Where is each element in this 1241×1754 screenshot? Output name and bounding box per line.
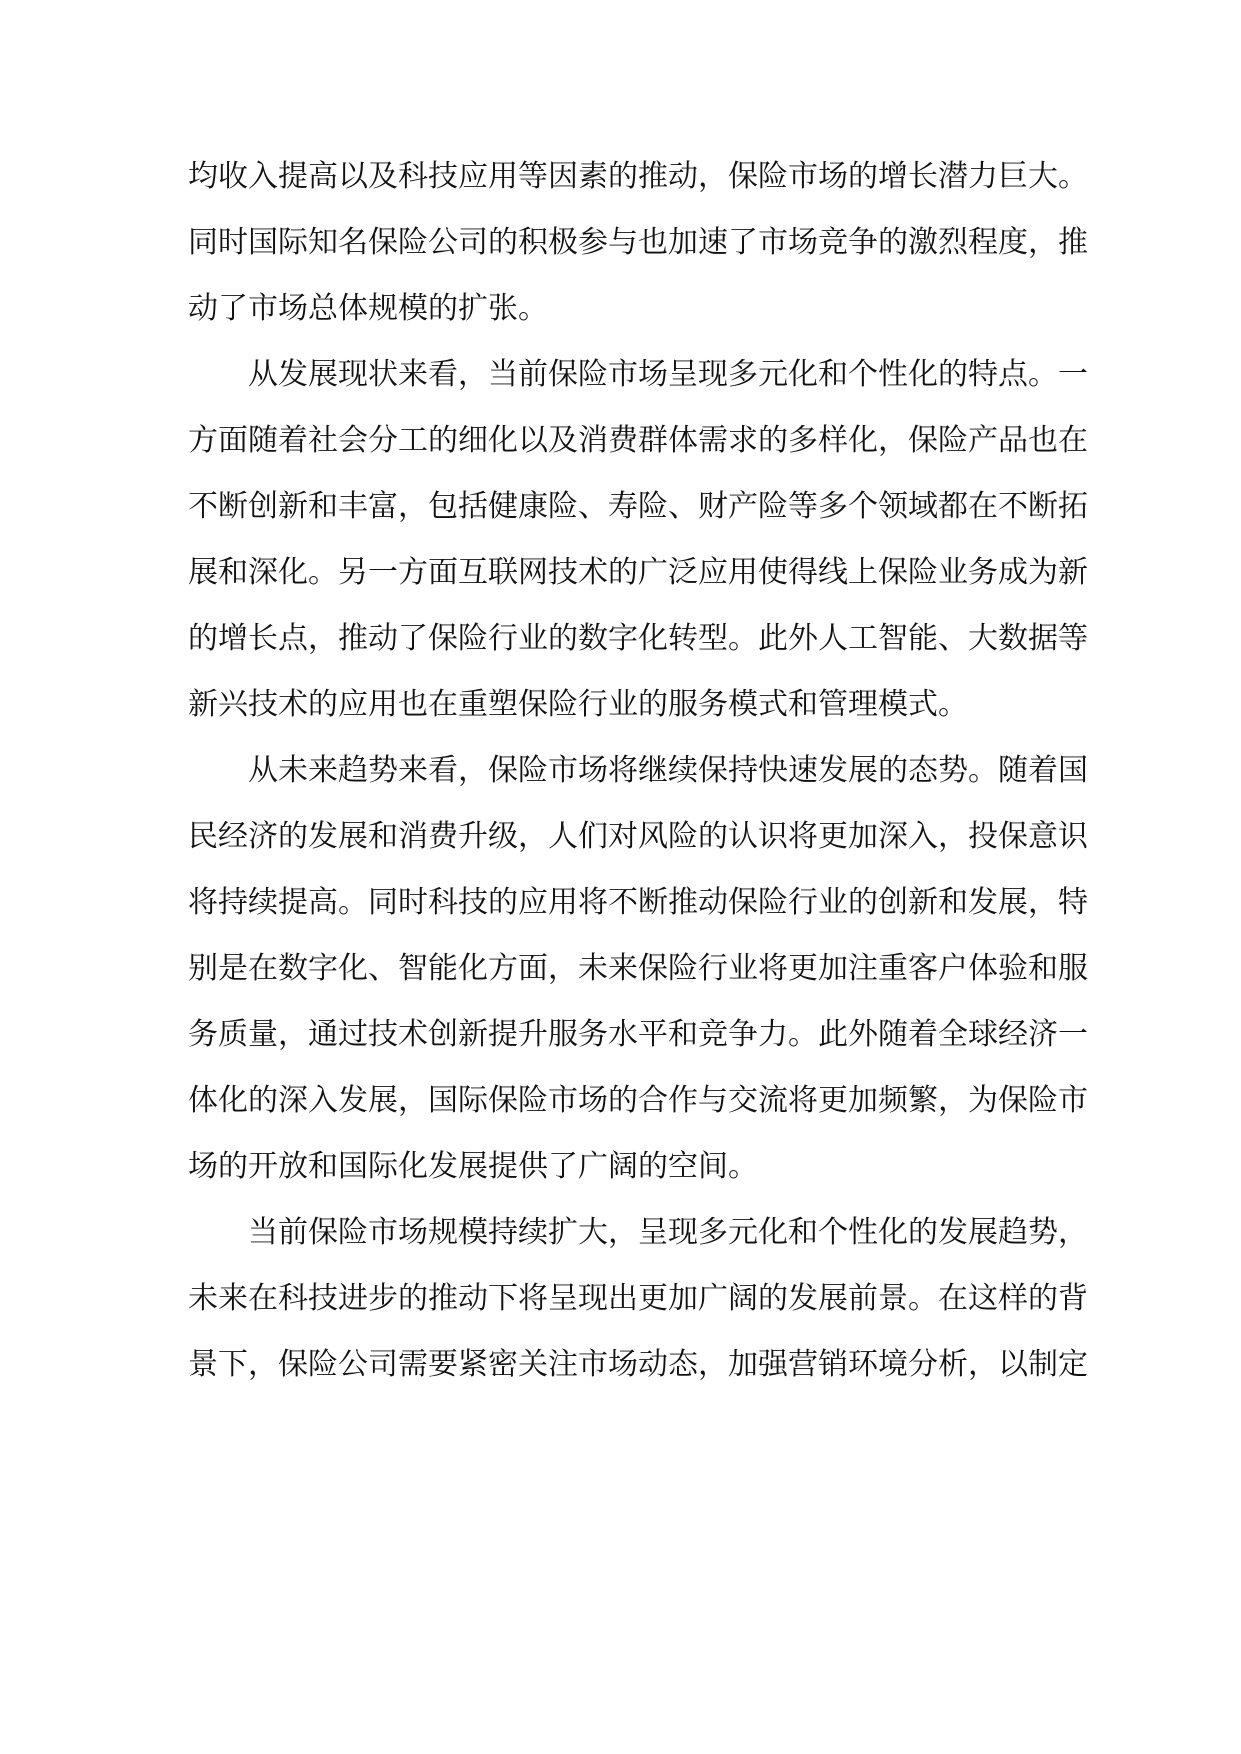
text-line: 别是在数字化、智能化方面，未来保险行业将更加注重客户体验和服 [188,951,1088,986]
document-body [188,144,1088,1398]
paragraph-summary [188,1200,1088,1398]
text-line: 同时国际知名保险公司的积极参与也加速了市场竞争的激烈程度，推 [188,225,1088,260]
text-line: 民经济的发展和消费升级，人们对风险的认识将更加深入，投保意识 [188,819,1088,854]
paragraph-current-status [188,342,1088,738]
text-line: 均收入提高以及科技应用等因素的推动，保险市场的增长潜力巨大。 [188,159,1088,194]
text-line: 当前保险市场规模持续扩大，呈现多元化和个性化的发展趋势， [248,1215,1088,1250]
text-line: 展和深化。另一方面互联网技术的广泛应用使得线上保险业务成为新 [188,555,1088,590]
text-line: 从未来趋势来看，保险市场将继续保持快速发展的态势。随着国 [248,753,1088,788]
text-line: 不断创新和丰富，包括健康险、寿险、财产险等多个领域都在不断拓 [188,489,1088,524]
text-line: 景下，保险公司需要紧密关注市场动态，加强营销环境分析，以制定 [188,1347,1088,1382]
paragraph-continued [188,144,1088,342]
text-line: 务质量，通过技术创新提升服务水平和竞争力。此外随着全球经济一 [188,1017,1088,1052]
text-line: 体化的深入发展，国际保险市场的合作与交流将更加频繁，为保险市 [188,1083,1088,1118]
text-line: 新兴技术的应用也在重塑保险行业的服务模式和管理模式。 [188,687,968,722]
text-line: 的增长点，推动了保险行业的数字化转型。此外人工智能、大数据等 [188,621,1088,656]
text-line: 动了市场总体规模的扩张。 [188,291,548,326]
text-line: 从发展现状来看，当前保险市场呈现多元化和个性化的特点。一 [248,357,1088,392]
text-line: 方面随着社会分工的细化以及消费群体需求的多样化，保险产品也在 [188,423,1088,458]
paragraph-future-trends [188,738,1088,1200]
text-line: 场的开放和国际化发展提供了广阔的空间。 [188,1149,758,1184]
text-line: 将持续提高。同时科技的应用将不断推动保险行业的创新和发展，特 [188,885,1088,920]
text-line: 未来在科技进步的推动下将呈现出更加广阔的发展前景。在这样的背 [188,1281,1088,1316]
